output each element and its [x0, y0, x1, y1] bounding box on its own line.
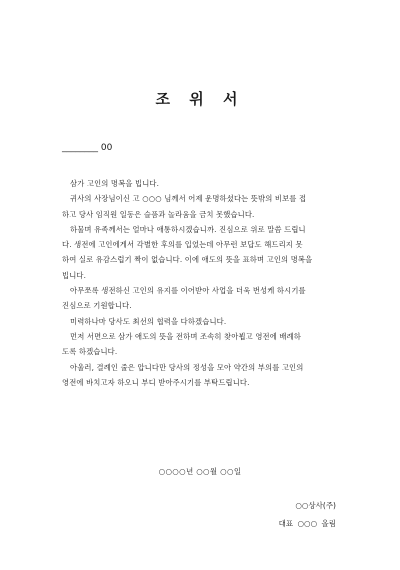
letter-title: 조 위 서 [155, 90, 245, 108]
body-line: 하여 실로 유감스럽기 짝이 없습니다. 이에 애도의 뜻을 표하며 고인의 명복을 [62, 255, 313, 265]
body-line: 아무쪼록 생전하신 고인의 유지를 이어받아 사업을 더욱 번성케 하시기를 [70, 286, 306, 296]
body-line: 미력하나마 당사도 최선의 협력을 다하겠습니다. [70, 316, 227, 326]
sender-representative: 대표 ○○○ 올림 [278, 519, 336, 528]
body-line: 귀사의 사장님이신 고 ○○○ 님께서 어제 운명하셨다는 뜻밖의 비보를 접 [70, 194, 307, 204]
body-line: 아울러, 결례인 줄은 압니다만 당사의 정성을 모아 약간의 부의를 고인의 [70, 362, 304, 372]
body-line: 다. 생전에 고인에게서 각별한 후의를 입었는데 아무런 보답도 해드리지 못 [62, 240, 303, 250]
letter-body [62, 176, 334, 390]
body-line: 도록 하겠습니다. [62, 347, 118, 357]
body-line: 하물며 유족께서는 얼마나 애통하시겠습니까. 진심으로 위로 말씀 드립니 [70, 224, 306, 234]
body-line: 하고 당사 임직원 일동은 슬픔과 놀라움을 금치 못했습니다. [62, 209, 255, 219]
recipient-line: ________ 00 [62, 143, 113, 153]
letter-date: ○○○○년 ○○월 ○○일 [158, 467, 242, 476]
body-line: 삼가 고인의 명복을 빕니다. [70, 179, 160, 188]
body-line: 진심으로 기원합니다. [62, 301, 132, 311]
body-line: 빕니다. [62, 270, 87, 280]
body-line: 영전에 바치고자 하오니 부디 받아주시기를 부탁드립니다. [62, 377, 250, 387]
sender-company: ○○상사(주) [295, 501, 336, 510]
body-line: 먼저 서면으로 삼가 애도의 뜻을 전하며 조속히 찾아뵙고 영전에 배례하 [70, 331, 301, 341]
